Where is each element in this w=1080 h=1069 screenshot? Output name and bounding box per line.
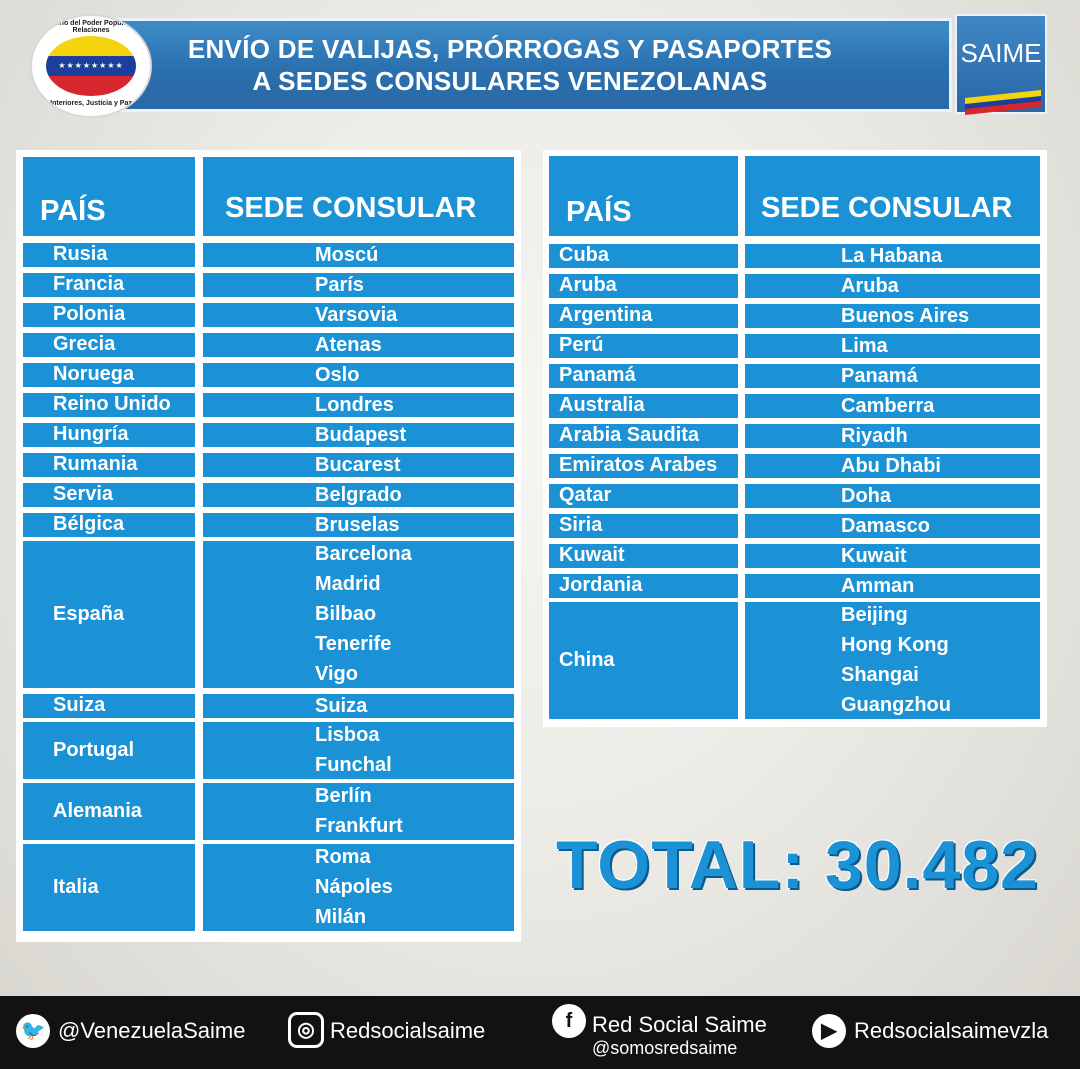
consulate-name: Bilbao — [315, 603, 377, 625]
country-cell — [549, 304, 738, 328]
country-name: Aruba — [559, 274, 617, 296]
consulate-cell — [203, 513, 514, 537]
consulate-cell — [203, 303, 514, 327]
country-cell — [549, 334, 738, 358]
country-name: Grecia — [53, 333, 116, 355]
country-cell — [23, 513, 195, 537]
country-name: Perú — [559, 334, 604, 356]
consulate-cell — [203, 273, 514, 297]
country-cell — [23, 722, 195, 779]
country-name: Rumania — [53, 453, 138, 475]
consulate-name: La Habana — [841, 245, 943, 267]
consulate-name: Madrid — [315, 573, 381, 595]
page-title — [110, 33, 910, 97]
col-header-sede — [745, 156, 1040, 236]
twitter-icon[interactable]: 🐦 — [16, 1014, 50, 1048]
instagram-handle[interactable]: Redsocialsaime — [330, 1018, 486, 1043]
consulate-name: Moscú — [315, 244, 379, 266]
country-name: Polonia — [53, 303, 126, 325]
consulate-name: Belgrado — [315, 484, 402, 506]
consulate-cell — [203, 453, 514, 477]
country-cell — [549, 274, 738, 298]
consulate-name: París — [315, 274, 364, 296]
consulate-name: Buenos Aires — [841, 305, 970, 327]
country-cell — [549, 394, 738, 418]
ministry-logo — [30, 14, 152, 118]
country-name: Italia — [53, 875, 99, 898]
consulate-name: Doha — [841, 485, 891, 507]
ministry-logo-top-text: Ministerio del Poder Popular para Relaciones — [35, 20, 147, 34]
youtube-icon[interactable]: ▶ — [812, 1014, 846, 1048]
country-cell — [23, 273, 195, 297]
consulate-cell — [203, 844, 514, 931]
left-consulate-table — [16, 150, 521, 942]
country-cell — [549, 514, 738, 538]
consulate-cell — [745, 364, 1040, 388]
consulate-cell — [203, 722, 514, 779]
country-name: Siria — [559, 514, 603, 536]
country-cell — [23, 423, 195, 447]
consulate-cell — [745, 514, 1040, 538]
consulate-cell — [203, 483, 514, 507]
country-name: Servia — [53, 483, 114, 505]
consulate-name: Suiza — [315, 695, 368, 717]
consulate-cell — [745, 304, 1040, 328]
consulate-name: Bruselas — [315, 514, 400, 536]
instagram-icon[interactable]: ◎ — [288, 1012, 324, 1048]
ministry-logo-bottom-text: Interiores, Justicia y Paz — [50, 100, 132, 107]
country-cell — [549, 424, 738, 448]
consulate-name: Frankfurt — [315, 815, 403, 837]
consulate-name: Camberra — [841, 395, 935, 417]
col-header-sede-label: SEDE CONSULAR — [761, 192, 1013, 224]
country-cell — [23, 483, 195, 507]
country-cell — [23, 783, 195, 840]
country-cell — [549, 574, 738, 598]
country-cell — [23, 694, 195, 718]
country-cell — [23, 541, 195, 688]
country-cell — [549, 544, 738, 568]
col-header-sede-label: SEDE CONSULAR — [225, 192, 477, 224]
col-header-pais-label: PAÍS — [566, 196, 632, 228]
country-name: Hungría — [53, 423, 129, 445]
consulate-name: Hong Kong — [841, 634, 949, 656]
consulate-cell — [203, 694, 514, 718]
consulate-name: Lima — [841, 335, 888, 357]
country-cell — [23, 243, 195, 267]
twitter-handle[interactable]: @VenezuelaSaime — [58, 1018, 246, 1043]
consulate-cell — [745, 454, 1040, 478]
consulate-name: Nápoles — [315, 876, 393, 898]
consulate-name: Shangai — [841, 664, 919, 686]
consulate-name: Tenerife — [315, 633, 392, 655]
consulate-cell — [745, 394, 1040, 418]
consulate-name: Funchal — [315, 754, 392, 776]
consulate-name: Oslo — [315, 364, 360, 386]
right-consulate-table — [543, 150, 1047, 727]
consulate-name: Varsovia — [315, 304, 398, 326]
country-name: España — [53, 602, 125, 625]
consulate-name: Riyadh — [841, 425, 908, 447]
consulate-name: Damasco — [841, 515, 930, 537]
country-name: Noruega — [53, 363, 135, 385]
country-cell — [549, 484, 738, 508]
country-name: Francia — [53, 273, 125, 295]
country-cell — [23, 363, 195, 387]
consulate-name: Abu Dhabi — [841, 455, 941, 477]
country-cell — [549, 602, 738, 719]
consulate-cell — [745, 602, 1040, 719]
consulate-name: Guangzhou — [841, 694, 951, 716]
consulate-cell — [745, 484, 1040, 508]
country-cell — [549, 454, 738, 478]
consulate-cell — [203, 393, 514, 417]
consulate-name: Atenas — [315, 334, 382, 356]
consulate-cell — [203, 783, 514, 840]
consulate-name: Roma — [315, 846, 371, 868]
country-name: Rusia — [53, 243, 108, 265]
consulate-cell — [203, 541, 514, 688]
country-cell — [549, 364, 738, 388]
country-name: Panamá — [559, 364, 636, 386]
consulate-cell — [745, 544, 1040, 568]
consulate-name: Londres — [315, 394, 394, 416]
consulate-cell — [745, 334, 1040, 358]
country-cell — [23, 453, 195, 477]
title-line-1: ENVÍO DE VALIJAS, PRÓRROGAS Y PASAPORTES — [187, 34, 833, 64]
country-name: China — [559, 648, 615, 671]
consulate-name: Beijing — [841, 604, 908, 626]
consulate-cell — [745, 274, 1040, 298]
consulate-name: Bucarest — [315, 454, 401, 476]
saime-logo — [955, 14, 1047, 114]
country-name: Arabia Saudita — [559, 424, 700, 446]
col-header-pais-label: PAÍS — [40, 195, 106, 227]
consulate-name: Aruba — [841, 275, 899, 297]
col-header-sede — [203, 157, 514, 236]
consulate-cell — [203, 423, 514, 447]
consulate-name: Budapest — [315, 424, 407, 446]
consulate-name: Amman — [841, 575, 915, 597]
facebook-icon[interactable]: f — [552, 1004, 586, 1038]
col-header-pais — [549, 156, 738, 236]
country-cell — [23, 844, 195, 931]
country-name: Suiza — [53, 694, 106, 716]
country-cell — [23, 393, 195, 417]
consulate-cell — [745, 244, 1040, 268]
col-header-pais — [23, 157, 195, 236]
title-line-2: A SEDES CONSULARES VENEZOLANAS — [252, 66, 768, 96]
country-name: Australia — [559, 394, 645, 416]
total-count: TOTAL: 30.482 — [556, 827, 1039, 903]
facebook-handle[interactable]: @somosredsaime — [592, 1038, 738, 1058]
consulate-cell — [203, 363, 514, 387]
consulate-cell — [203, 243, 514, 267]
social-footer — [0, 996, 1080, 1069]
consulate-name: Berlín — [315, 785, 372, 807]
country-name: Reino Unido — [53, 393, 171, 415]
country-cell — [23, 333, 195, 357]
country-cell — [23, 303, 195, 327]
consulate-name: Lisboa — [315, 724, 380, 746]
country-name: Qatar — [559, 484, 612, 506]
consulate-name: Barcelona — [315, 543, 412, 565]
country-cell — [549, 244, 738, 268]
country-name: Emiratos Arabes — [559, 454, 718, 476]
facebook-name[interactable]: Red Social Saime — [592, 1012, 767, 1037]
country-name: Argentina — [559, 304, 653, 326]
consulate-cell — [203, 333, 514, 357]
country-name: Alemania — [53, 799, 142, 822]
consulate-name: Kuwait — [841, 545, 907, 567]
country-name: Portugal — [53, 738, 135, 761]
country-name: Jordania — [559, 574, 643, 596]
consulate-cell — [745, 574, 1040, 598]
venezuela-flag-icon: ★★★★★★★★ — [46, 36, 136, 96]
saime-logo-text: SAIME — [960, 38, 1042, 68]
consulate-name: Vigo — [315, 663, 358, 685]
country-name: Bélgica — [53, 513, 125, 535]
consulate-name: Panamá — [841, 365, 918, 387]
country-name: Kuwait — [559, 544, 625, 566]
country-name: Cuba — [559, 244, 609, 266]
consulate-cell — [745, 424, 1040, 448]
youtube-handle[interactable]: Redsocialsaimevzla — [854, 1018, 1049, 1043]
consulate-name: Milán — [315, 906, 367, 928]
